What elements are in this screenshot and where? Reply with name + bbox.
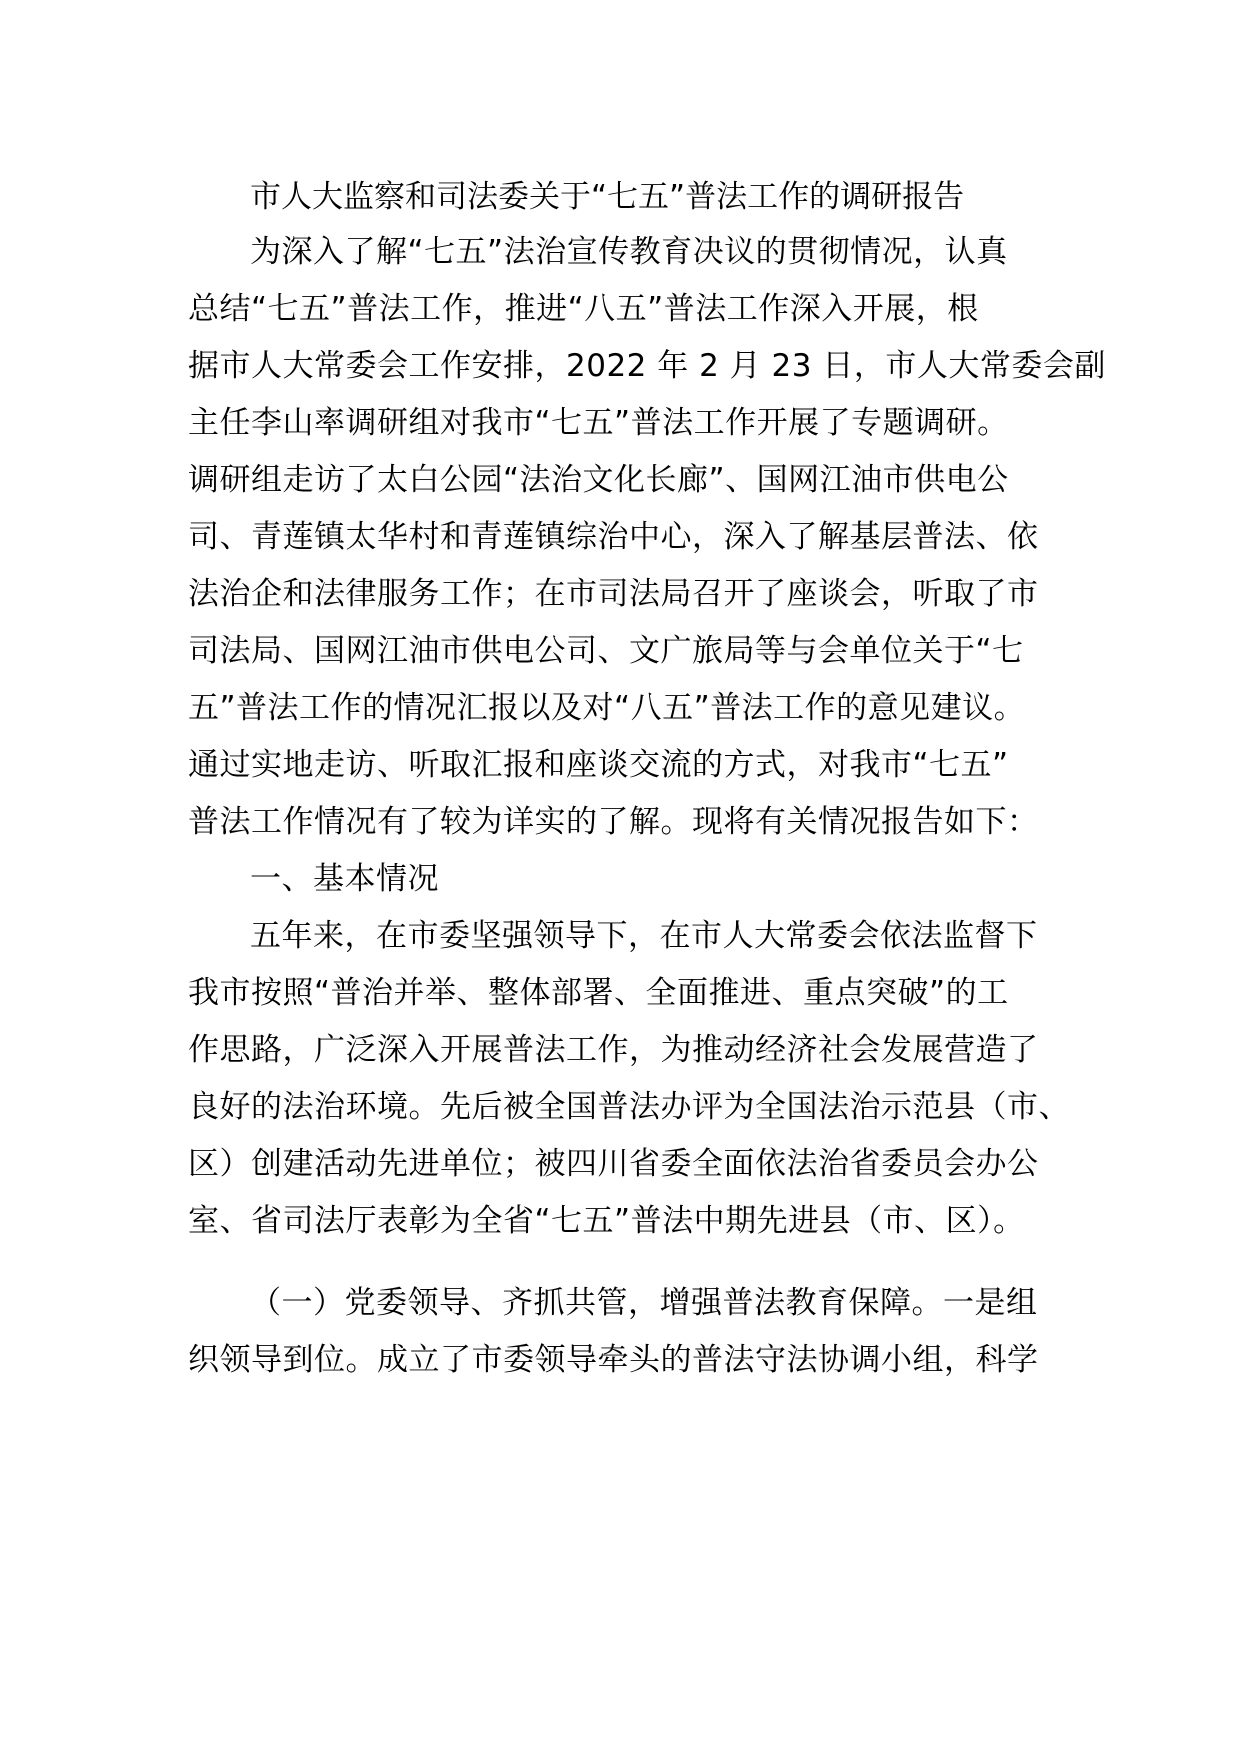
paragraph-line: 总结“七五”普法工作，推进“八五”普法工作深入开展，根 (188, 291, 979, 327)
paragraph-line: 调研组走访了太白公园“法治文化长廊”、国网江油市供电公 (188, 462, 1009, 498)
paragraph-line: 法治企和法律服务工作；在市司法局召开了座谈会，听取了市 (188, 576, 1039, 612)
paragraph-line: 通过实地走访、听取汇报和座谈交流的方式，对我市“七五” (188, 747, 1009, 783)
paragraph-line: 司、青莲镇太华村和青莲镇综治中心，深入了解基层普法、依 (188, 519, 1039, 555)
paragraph-line: 司法局、国网江油市供电公司、文广旅局等与会单位关于“七 (188, 633, 1024, 669)
paragraph-line: 良好的法治环境。先后被全国普法办评为全国法治示范县（市、 (188, 1089, 1070, 1125)
paragraph-line: 为深入了解“七五”法治宣传教育决议的贯彻情况，认真 (250, 234, 1008, 270)
paragraph-line: 据市人大常委会工作安排，2022 年 2 月 23 日，市人大常委会副 (188, 348, 1106, 384)
paragraph-line: 区）创建活动先进单位；被四川省委全面依法治省委员会办公 (188, 1146, 1039, 1182)
paragraph-line: 织领导到位。成立了市委领导牵头的普法守法协调小组，科学 (188, 1342, 1039, 1378)
paragraph-line: 五年来，在市委坚强领导下，在市人大常委会依法监督下 (250, 918, 1038, 954)
paragraph-line: 室、省司法厅表彰为全省“七五”普法中期先进县（市、区）。 (188, 1203, 1025, 1239)
document-title: 市人大监察和司法委关于“七五”普法工作的调研报告 (250, 179, 965, 215)
paragraph-line: 我市按照“普治并举、整体部署、全面推进、重点突破”的工 (188, 975, 1009, 1011)
paragraph-line: 五”普法工作的情况汇报以及对“八五”普法工作的意见建议。 (188, 690, 1026, 726)
paragraph-line: 普法工作情况有了较为详实的了解。现将有关情况报告如下： (188, 804, 1039, 840)
subsection-line: （一）党委领导、齐抓共管，增强普法教育保障。一是组 (250, 1285, 1038, 1321)
section-heading: 一、基本情况 (250, 861, 439, 897)
paragraph-line: 主任李山率调研组对我市“七五”普法工作开展了专题调研。 (188, 405, 1009, 441)
paragraph-line: 作思路，广泛深入开展普法工作，为推动经济社会发展营造了 (188, 1032, 1039, 1068)
